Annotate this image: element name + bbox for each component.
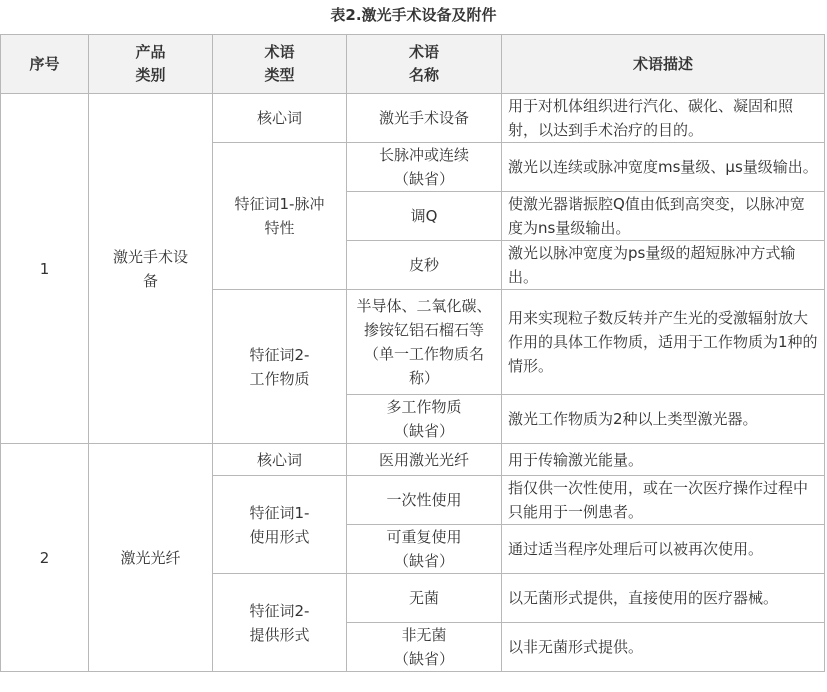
header-term-type: 术语 类型 <box>213 35 347 94</box>
term-description: 以无菌形式提供，直接使用的医疗器械。 <box>502 574 825 623</box>
term-name: 长脉冲或连续 （缺省） <box>347 143 502 192</box>
table-row <box>1 94 825 143</box>
header-index: 序号 <box>1 35 89 94</box>
term-description: 用于对机体组织进行汽化、碳化、凝固和照射，以达到手术治疗的目的。 <box>502 94 825 143</box>
term-name: 调Q <box>347 192 502 241</box>
term-name: 一次性使用 <box>347 476 502 525</box>
term-type: 特征词2- 提供形式 <box>213 574 347 672</box>
header-product-category: 产品 类别 <box>89 35 213 94</box>
product-category: 激光手术设 备 <box>89 94 213 444</box>
group-index: 2 <box>1 444 89 672</box>
term-description: 用于传输激光能量。 <box>502 444 825 476</box>
term-description: 以非无菌形式提供。 <box>502 623 825 672</box>
term-type: 核心词 <box>213 94 347 143</box>
term-name: 无菌 <box>347 574 502 623</box>
term-description: 使激光器谐振腔Q值由低到高突变，以脉冲宽度为ns量级输出。 <box>502 192 825 241</box>
term-description: 激光以脉冲宽度为ps量级的超短脉冲方式输出。 <box>502 241 825 290</box>
table-row <box>1 444 825 476</box>
term-type: 核心词 <box>213 444 347 476</box>
term-name: 非无菌 （缺省） <box>347 623 502 672</box>
term-type: 特征词2- 工作物质 <box>213 290 347 444</box>
term-type: 特征词1-脉冲 特性 <box>213 143 347 290</box>
header-term-description: 术语描述 <box>502 35 825 94</box>
term-description: 通过适当程序处理后可以被再次使用。 <box>502 525 825 574</box>
term-name: 半导体、二氧化碳、掺铵钇铝石榴石等（单一工作物质名称） <box>347 290 502 395</box>
table-caption: 表2.激光手术设备及附件 <box>330 6 497 24</box>
header-term-name: 术语 名称 <box>347 35 502 94</box>
term-type: 特征词1- 使用形式 <box>213 476 347 574</box>
term-name: 多工作物质 （缺省） <box>347 395 502 444</box>
group-index: 1 <box>1 94 89 444</box>
term-description: 用来实现粒子数反转并产生光的受激辐射放大作用的具体工作物质，适用于工作物质为1种的情形。 <box>502 290 825 395</box>
term-name: 医用激光光纤 <box>347 444 502 476</box>
term-name: 皮秒 <box>347 241 502 290</box>
header-row <box>1 35 825 94</box>
term-description: 指仅供一次性使用，或在一次医疗操作过程中只能用于一例患者。 <box>502 476 825 525</box>
term-name: 可重复使用 （缺省） <box>347 525 502 574</box>
terms-table <box>0 34 825 672</box>
term-description: 激光以连续或脉冲宽度ms量级、μs量级输出。 <box>502 143 825 192</box>
term-name: 激光手术设备 <box>347 94 502 143</box>
product-category: 激光光纤 <box>89 444 213 672</box>
term-description: 激光工作物质为2种以上类型激光器。 <box>502 395 825 444</box>
